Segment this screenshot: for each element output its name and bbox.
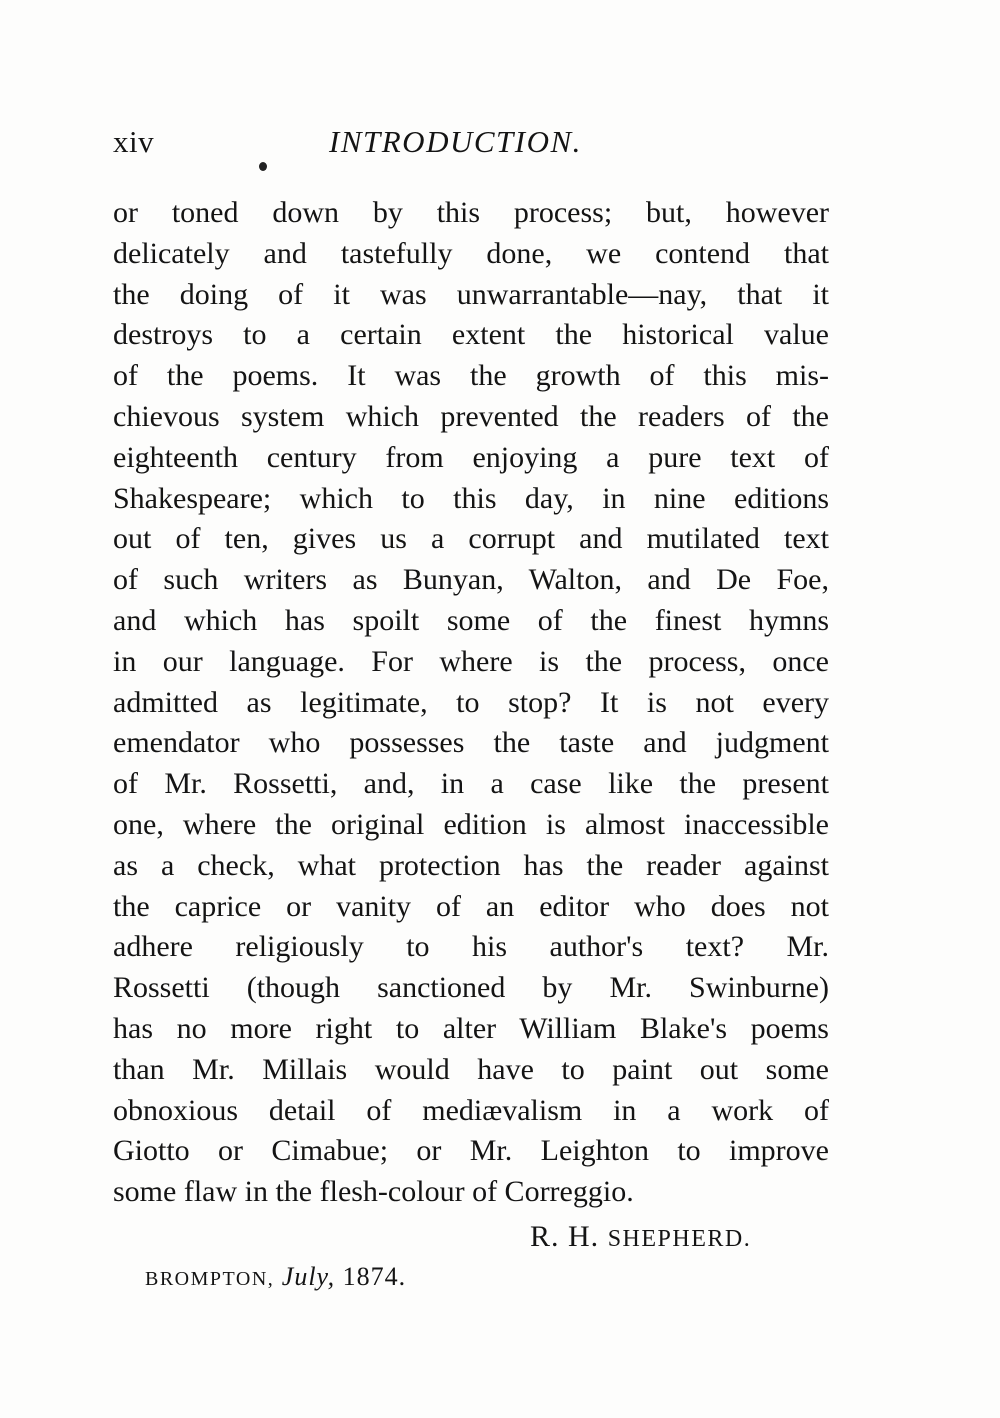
text-line: delicately and tastefully done, we contend that — [113, 236, 829, 270]
dateline — [145, 1262, 406, 1292]
text-line: chievous system which prevented the readers of the — [113, 399, 829, 433]
dateline-place: BROMPTON, — [145, 1268, 275, 1290]
text-line: adhere religiously to his author's text? Mr. — [113, 930, 829, 964]
text-line: one, where the original edition is almost inaccessible — [113, 807, 829, 841]
text-line: of such writers as Bunyan, Walton, and De Foe, — [113, 563, 829, 597]
text-line: emendator who possesses the taste and judgment — [113, 726, 829, 760]
text-line: of Mr. Rossetti, and, in a case like the present — [113, 767, 829, 801]
text-line: Giotto or Cimabue; or Mr. Leighton to improve — [113, 1134, 829, 1168]
body-paragraph — [113, 193, 829, 1213]
text-line: some flaw in the flesh-colour of Correggio. — [113, 1175, 634, 1209]
page-header — [113, 124, 833, 168]
text-line: in our language. For where is the process, once — [113, 644, 829, 678]
text-line: as a check, what protection has the reader against — [113, 848, 829, 882]
signature-surname: SHEPHERD. — [607, 1226, 752, 1252]
text-line: out of ten, gives us a corrupt and mutilated text — [113, 522, 829, 556]
text-line: admitted as legitimate, to stop? It is not every — [113, 685, 829, 719]
text-line: and which has spoilt some of the finest hymns — [113, 603, 829, 637]
text-line: obnoxious detail of mediævalism in a work of — [113, 1093, 829, 1127]
text-line: or toned down by this process; but, however — [113, 196, 829, 229]
text-line: destroys to a certain extent the historical value — [113, 318, 829, 352]
signature-initials: R. H. — [530, 1220, 608, 1253]
dateline-year: 1874. — [342, 1262, 407, 1291]
author-signature — [530, 1220, 751, 1254]
text-line: has no more right to alter William Blake's poems — [113, 1011, 829, 1045]
text-line: of the poems. It was the growth of this mis- — [113, 359, 829, 393]
ink-speck — [259, 162, 267, 171]
text-line: Shakespeare; which to this day, in nine editions — [113, 481, 829, 515]
page-number: xiv — [113, 124, 155, 159]
running-title: INTRODUCTION. — [329, 124, 582, 159]
text-line: than Mr. Millais would have to paint out some — [113, 1052, 829, 1086]
text-line: the doing of it was unwarrantable—nay, that it — [113, 277, 829, 311]
text-line: Rossetti (though sanctioned by Mr. Swinburne) — [113, 971, 829, 1005]
dateline-month: July, — [281, 1262, 336, 1291]
text-line: eighteenth century from enjoying a pure text of — [113, 440, 829, 474]
text-line: the caprice or vanity of an editor who does not — [113, 889, 829, 923]
